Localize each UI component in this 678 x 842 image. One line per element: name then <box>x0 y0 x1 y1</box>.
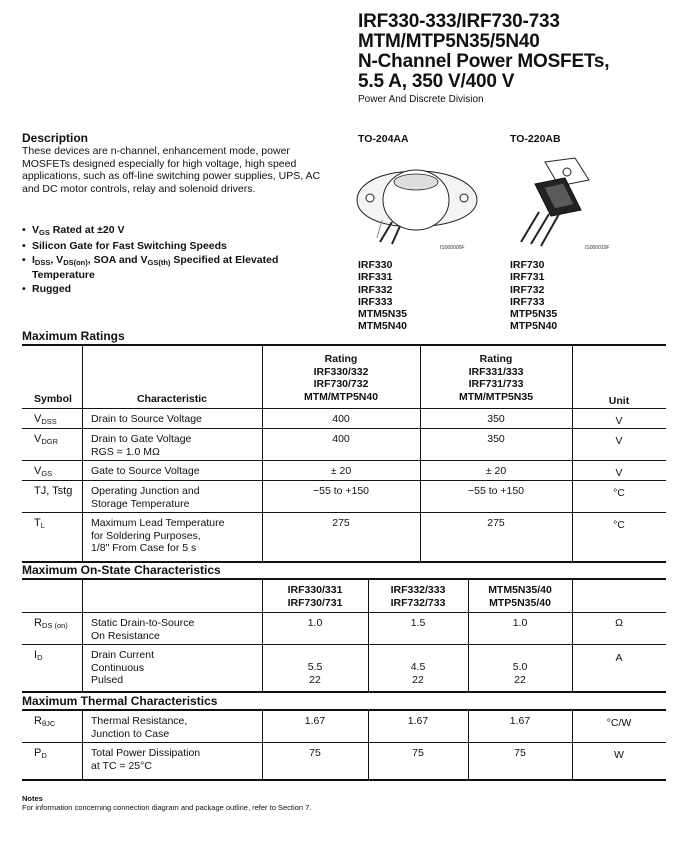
on-state-col-header-2: IRF332/333 IRF732/733 <box>390 584 446 609</box>
on-state-value: 1.0 <box>512 617 528 629</box>
title-line-3: N-Channel Power MOSFETs, <box>358 51 610 72</box>
row-divider <box>22 512 666 513</box>
row-divider <box>22 612 666 613</box>
on-state-value: 5.0 22 <box>512 661 528 686</box>
row-divider <box>22 408 666 409</box>
characteristic-cell: Total Power Dissipation at TC = 25°C <box>91 747 201 772</box>
to220ab-package-image <box>505 150 605 250</box>
description-heading: Description <box>22 131 89 145</box>
description-text: These devices are n-channel, enhancement mode, power MOSFETs designed especially for high voltage, high speed applications, such as off-line switching power supplies, UPS, AC and DC motor controls, relay and solenoid drivers. <box>22 145 321 195</box>
symbol-tl: $T_L$ <box>34 517 45 530</box>
package-label-right: TO-220AB <box>510 133 561 145</box>
package-part-list-right <box>510 259 557 333</box>
symbol-tj-tstg: TJ, Tstg <box>34 485 73 497</box>
rating-value: 350 <box>487 433 505 445</box>
rating-value: −55 to +150 <box>467 485 525 497</box>
on-state-col-header-3: MTM5N35/40 MTP5N35/40 <box>488 584 552 609</box>
unit-value: V <box>615 435 623 447</box>
feature-item: • Silicon Gate for Fast Switching Speeds <box>22 240 342 252</box>
column-divider <box>82 579 83 691</box>
unit-value: °C <box>613 519 625 531</box>
unit-value: A <box>615 652 623 664</box>
table-rule <box>22 578 666 580</box>
unit-value: V <box>615 415 623 427</box>
characteristic-cell: Gate to Source Voltage <box>91 465 200 477</box>
characteristic-cell: Thermal Resistance, Junction to Case <box>91 715 188 740</box>
part-number: IRF731 <box>510 271 545 284</box>
rating-value: 350 <box>487 413 505 425</box>
symbol-id: $I_D$ <box>34 649 43 662</box>
column-divider <box>572 579 573 691</box>
thermal-heading: Maximum Thermal Characteristics <box>22 694 218 708</box>
symbol-vdgr: $V_{DGR}$ <box>34 433 59 446</box>
thermal-value: 75 <box>309 747 321 759</box>
characteristic-cell: Operating Junction and Storage Temperature <box>91 485 200 510</box>
part-number: IRF332 <box>358 283 393 296</box>
notes-heading: Notes <box>22 794 43 803</box>
feature-list <box>22 224 342 296</box>
characteristic-cell: Drain Current Continuous Pulsed <box>91 649 155 686</box>
rating-value: 275 <box>332 517 350 529</box>
part-number: IRF730 <box>510 259 545 271</box>
feature-item: • Rugged <box>22 283 342 295</box>
table-rule <box>22 709 666 711</box>
symbol-rthjc: $R_{\theta JC}$ <box>34 715 56 728</box>
division-label: Power And Discrete Division <box>358 94 484 105</box>
package-part-list-left <box>358 259 407 333</box>
characteristic-cell: Maximum Lead Temperature for Soldering Purposes, 1/8" From Case for 5 s <box>91 517 225 554</box>
part-number: MTM5N40 <box>358 320 408 333</box>
on-state-heading: Maximum On-State Characteristics <box>22 563 221 577</box>
table-rule <box>22 691 666 693</box>
part-number: MTP5N35 <box>510 308 558 321</box>
characteristic-header: Characteristic <box>136 393 208 405</box>
figure-code-right: IS000010F <box>585 245 610 251</box>
thermal-value: 75 <box>412 747 424 759</box>
figure-code-left: IS000000F <box>440 245 465 251</box>
thermal-value: 1.67 <box>304 715 326 727</box>
rating-value: ± 20 <box>485 465 507 477</box>
part-number: MTM5N35 <box>358 308 408 321</box>
unit-value: °C <box>613 487 625 499</box>
feature-item: • $V_{GS}$ Rated at ±20 V <box>22 224 342 239</box>
title-block <box>358 12 676 105</box>
part-number: IRF330 <box>358 259 393 271</box>
rating-value: 275 <box>487 517 505 529</box>
rating-value: 400 <box>332 433 350 445</box>
part-number: MTP5N40 <box>510 320 558 333</box>
row-divider <box>22 742 666 743</box>
unit-value: V <box>615 467 623 479</box>
row-divider <box>22 644 666 645</box>
symbol-rds-on: $R_{DS (on)}$ <box>34 617 68 630</box>
on-state-value: 1.0 <box>307 617 323 629</box>
part-number: IRF333 <box>358 295 393 308</box>
package-label-left: TO-204AA <box>358 133 409 145</box>
on-state-value: 5.5 22 <box>307 661 323 686</box>
rating-header-1: Rating IRF330/332 IRF730/732 MTM/MTP5N40 <box>303 353 379 403</box>
rating-value: ± 20 <box>330 465 352 477</box>
part-number: IRF331 <box>358 271 393 284</box>
to204aa-package-image <box>352 150 482 250</box>
on-state-value: 1.5 <box>410 617 426 629</box>
unit-value: W <box>614 749 624 761</box>
rating-value: −55 to +150 <box>312 485 370 497</box>
unit-value: °C/W <box>606 717 632 729</box>
characteristic-cell: Drain to Source Voltage <box>91 413 202 425</box>
title-line-4: 5.5 A, 350 V/400 V <box>358 71 515 92</box>
table-rule <box>22 344 666 346</box>
row-divider <box>22 428 666 429</box>
thermal-value: 1.67 <box>509 715 531 727</box>
thermal-value: 1.67 <box>407 715 429 727</box>
unit-value: Ω <box>615 617 623 629</box>
symbol-vgs: $V_{GS}$ <box>34 465 53 478</box>
notes-text: For information concerning connection diagram and package outline, refer to Section 7. <box>22 803 312 812</box>
characteristic-cell: Static Drain-to-Source On Resistance <box>91 617 195 642</box>
notes <box>22 794 342 812</box>
symbol-pd: $P_D$ <box>34 747 47 760</box>
row-divider <box>22 460 666 461</box>
max-ratings-heading: Maximum Ratings <box>22 329 125 343</box>
thermal-value: 75 <box>514 747 526 759</box>
table-rule <box>22 779 666 781</box>
characteristic-cell: Drain to Gate Voltage RGS = 1.0 MΩ <box>91 433 192 458</box>
row-divider <box>22 480 666 481</box>
feature-item: • $I_{DSS}$, $V_{DS(on)}$, SOA and $V_{GS(th)}$ Specified at Elevated Temperature <box>22 254 342 282</box>
column-divider <box>82 345 83 561</box>
column-divider <box>82 710 83 780</box>
rating-header-2: Rating IRF331/333 IRF731/733 MTM/MTP5N35 <box>458 353 534 403</box>
part-number: IRF732 <box>510 283 545 296</box>
symbol-header: Symbol <box>34 393 72 405</box>
on-state-value: 4.5 22 <box>410 661 426 686</box>
on-state-col-header-1: IRF330/331 IRF730/731 <box>287 584 343 609</box>
title-line-2: MTM/MTP5N35/5N40 <box>358 31 540 52</box>
part-number: IRF733 <box>510 295 545 308</box>
symbol-vdss: $V_{DSS}$ <box>34 413 57 426</box>
unit-header: Unit <box>608 395 630 407</box>
rating-value: 400 <box>332 413 350 425</box>
title-line-1: IRF330-333/IRF730-733 <box>358 11 560 32</box>
